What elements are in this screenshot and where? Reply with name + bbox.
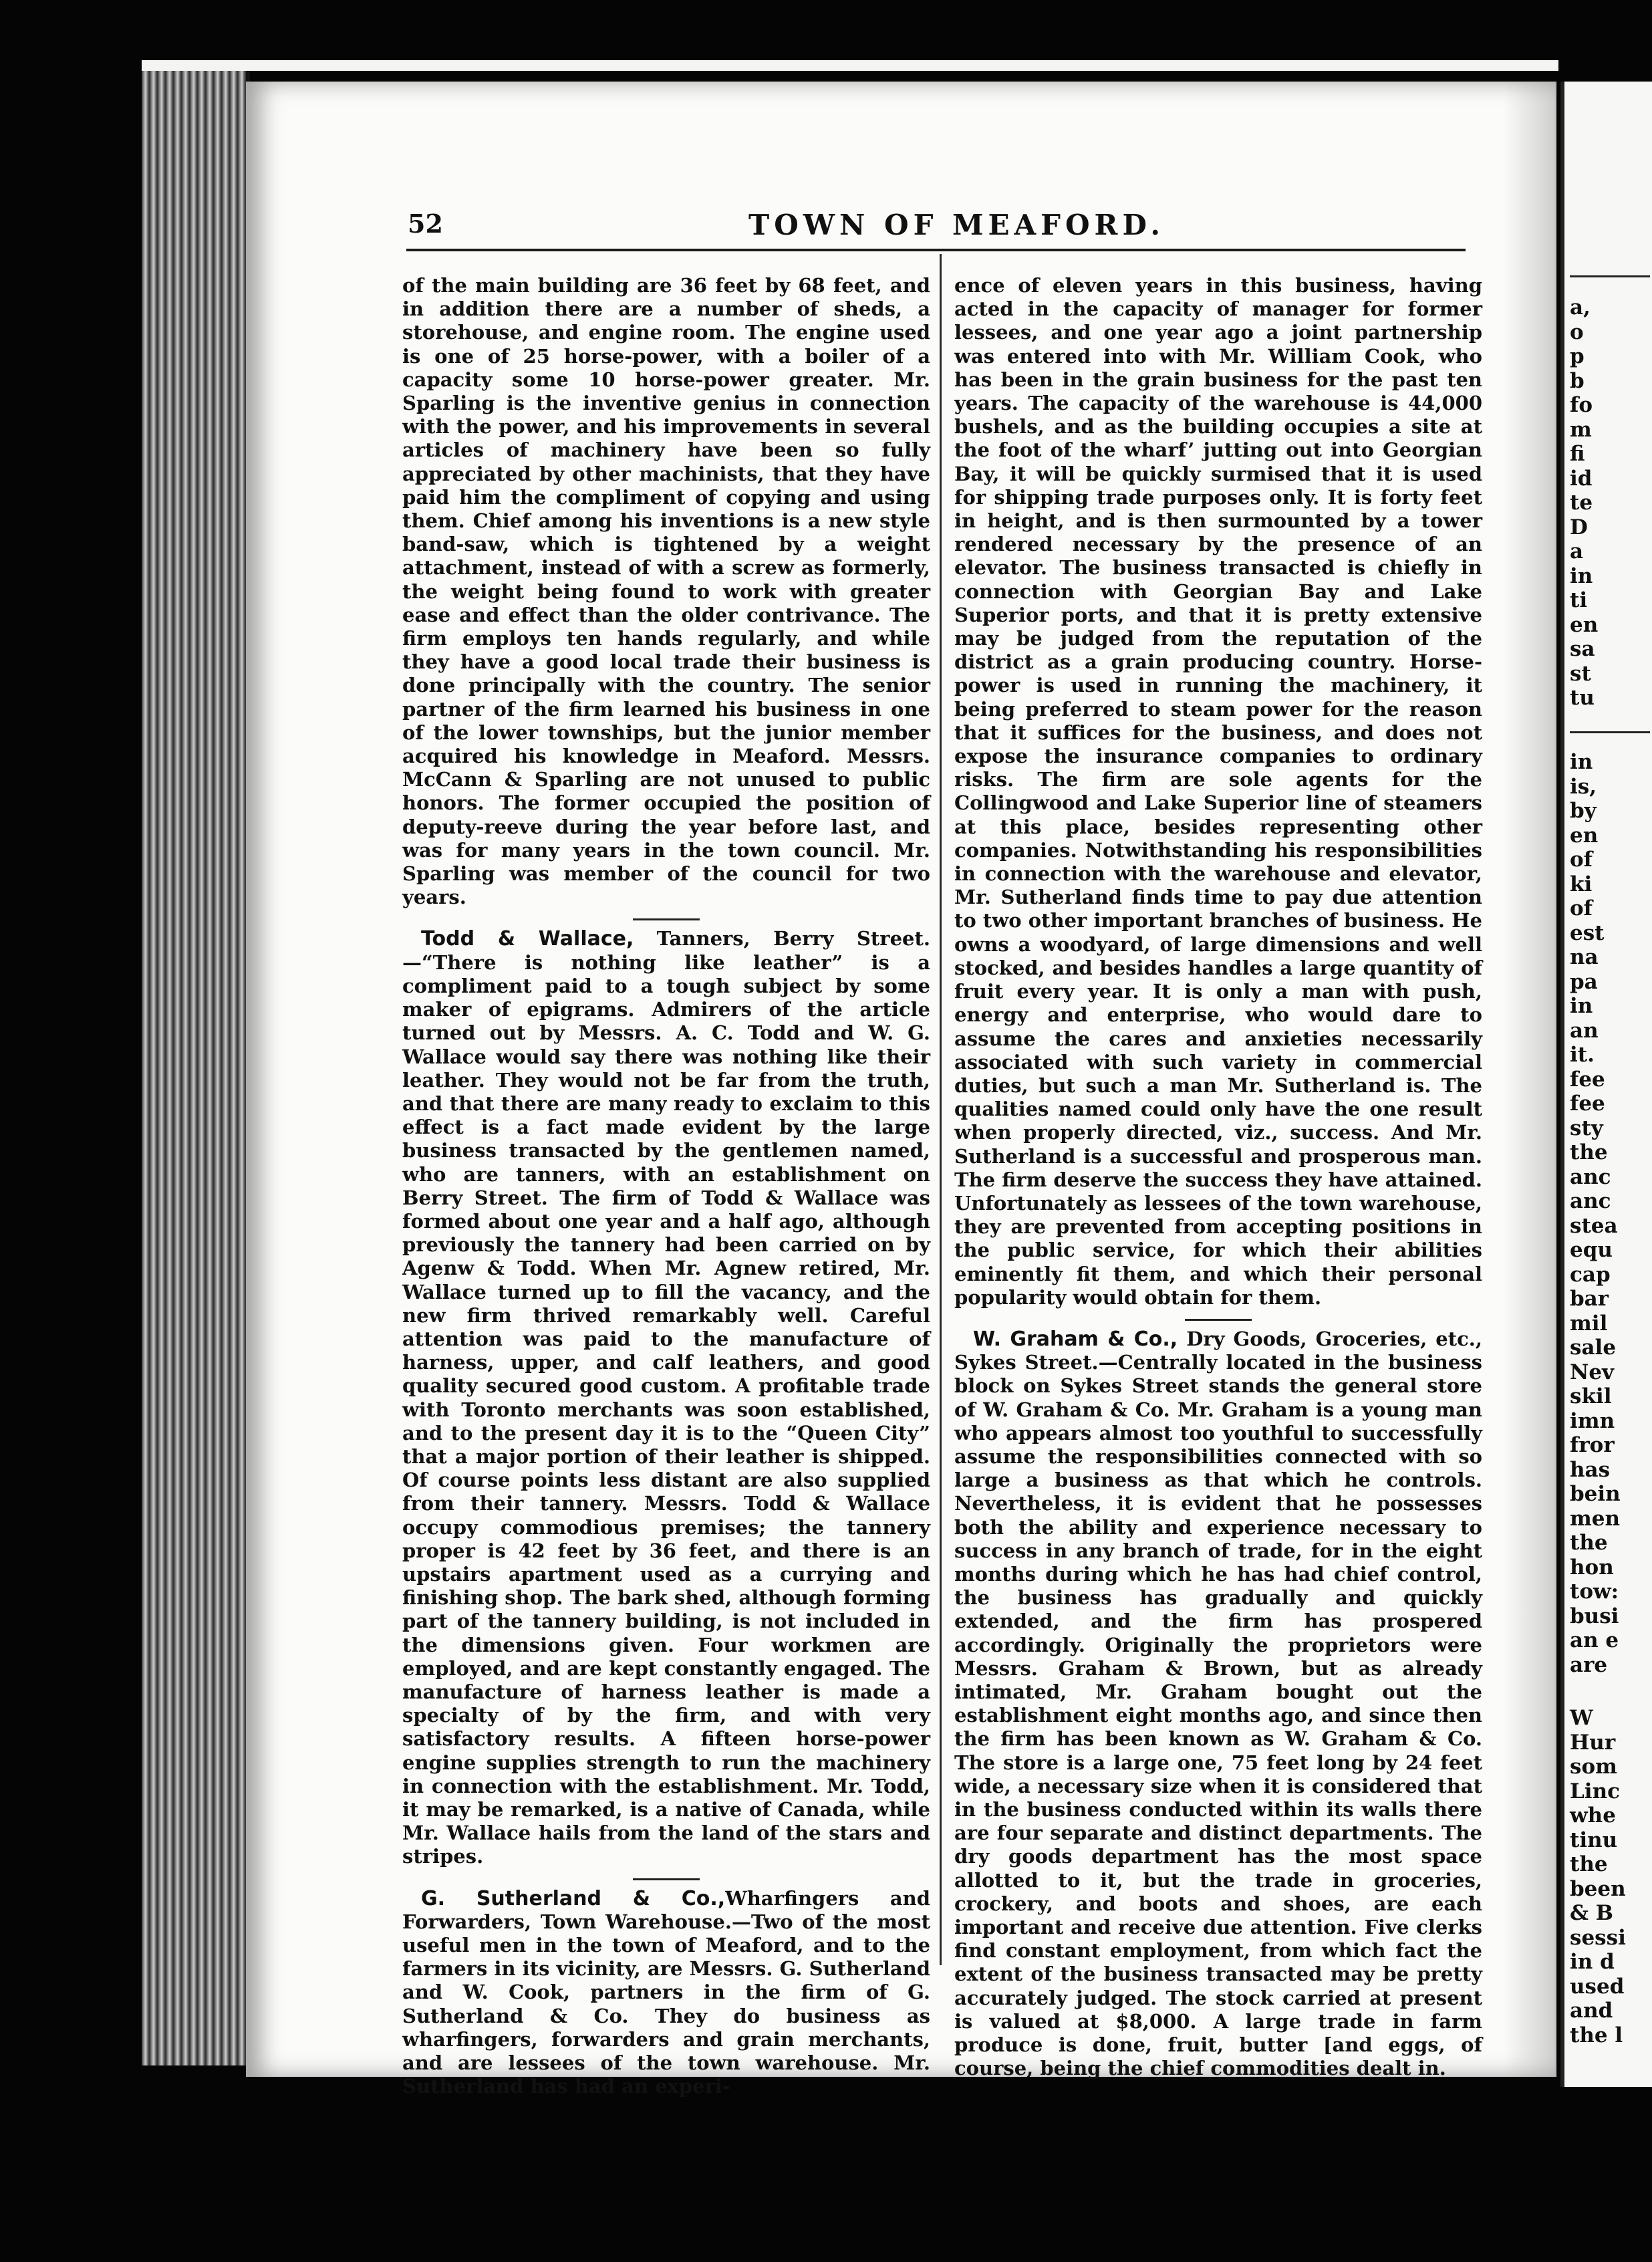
book-top-edge xyxy=(142,60,1558,71)
firm-name-graham: W. Graham & Co., xyxy=(973,1327,1178,1351)
next-page-rule xyxy=(1570,731,1650,733)
left-column xyxy=(402,274,930,2098)
book-page-edges xyxy=(142,60,250,2065)
graham-entry xyxy=(954,1328,1482,2081)
header-rule xyxy=(406,249,1466,251)
next-page-fragment xyxy=(1560,82,1652,2087)
todd-wallace-entry xyxy=(402,927,930,1868)
next-page-rule xyxy=(1570,275,1650,277)
firm-name-todd-wallace: Todd & Wallace, xyxy=(421,927,634,951)
todd-wallace-text: Tanners, Berry Street.—“There is nothing like leather” is a compliment paid to a tough subject by some maker of epigrams. Admirers of the article turned out by Messrs. A. C. Todd and W. G. Wallace would say there was nothing like their leather. They would not be far from the truth, and that there are many ready to exclaim to this effect is a fact made evident by the large business transacted by the gentlemen named, who are tanners, with an establishment on Berry Street. The firm of Todd & Wallace was formed about one year and a half ago, although previously the tannery had been carried on by Agenw & Todd. When Mr. Agnew retired, Mr. Wallace turned up to fill the vacancy, and the new firm thrived remarkably well. Careful attention was paid to the manufacture of harness, upper, and calf leathers, and good quality secured good custom. A profitable trade with Toronto merchants was soon established, and to the present day it is to the “Queen City” that a major portion of their leather is shipped. Of course points less distant are also supplied from their tannery. Messrs. Todd & Wallace occupy commodious premises; the tannery proper is 42 feet by 36 feet, and there is an upstairs apartment used as a currying and finishing shop. The bark shed, although forming part of the tannery building, is not included in the dimensions given. Four workmen are employed, and are kept constantly engaged. The manufacture of harness leather is made a specialty of by the firm, and with very satisfactory results. A fifteen horse-power engine supplies strength to run the machinery in connection with the establishment. Mr. Todd, it may be remarked, is a native of Canada, while Mr. Wallace hails from the land of the stars and stripes. xyxy=(402,927,930,1868)
next-page-edge xyxy=(1560,82,1564,2087)
sutherland-continuation: ence of eleven years in this business, having acted in the capacity of manager for former lessees, and one year ago a joint partnership was entered into with Mr. William Cook, who has been in the grain business for the past ten years. The capacity of the warehouse is 44,000 bushels, and as the building occupies a site at the foot of the wharf’ jutting out into Georgian Bay, it will be quickly surmised that it is used for shipping trade purposes only. It is forty feet in height, and is then surmounted by a tower rendered necessary by the presence of an elevator. The business transacted is chiefly in connection with Georgian Bay and Lake Superior ports, and that it is pretty extensive may be judged from the reputation of the district as a grain producing country. Horse-power is used in running the machinery, it being preferred to steam power for the reason that it suffices for the business, and does not expose the insurance companies to ordinary risks. The firm are sole agents for the Collingwood and Lake Superior line of steamers at this place, besides representing other companies. Notwithstanding his responsibilities in connection with the warehouse and elevator, Mr. Sutherland finds time to pay due attention to two other important branches of business. He owns a woodyard, of large dimensions and well stocked, and besides handles a large quantity of fruit every year. It is only a man with push, energy and enterprise, who would dare to assume the cares and anxieties necessarily associated with such variety in commercial duties, but such a man Mr. Sutherland is. The qualities named could only have the one result when properly directed, viz., success. And Mr. Sutherland is a successful and prosperous man. The firm deserve the success they have attained. Unfortunately as lessees of the town warehouse, they are prevented from accepting positions in the public service, for which their abilities eminently fit them, and which their personal popularity would obtain for them. xyxy=(954,274,1482,1309)
page-header xyxy=(401,209,1470,249)
page-gutter-shadow xyxy=(1504,82,1557,2077)
next-page-text-middle: in is, by en of ki of est na pa in an it. fee fee sty the anc anc stea equ cap bar mil sale Nev skil imn fror has bein men the hon tow: busi an e are xyxy=(1570,750,1621,1677)
next-page-text-top: a, o p b fo m fi id te D a in ti en sa st tu xyxy=(1570,295,1599,710)
section-separator xyxy=(1185,1319,1252,1321)
page-number: 52 xyxy=(408,209,443,239)
section-separator xyxy=(633,918,700,920)
right-column xyxy=(954,274,1482,2080)
firm-name-sutherland: G. Sutherland & Co., xyxy=(421,1886,726,1910)
section-separator xyxy=(633,1878,700,1880)
next-page-text-bottom: W Hur som Linc whe tinu the been & B sessi in d used and the l xyxy=(1570,1706,1626,2047)
sutherland-entry xyxy=(402,1887,930,2099)
running-title: TOWN OF MEAFORD. xyxy=(748,209,1165,241)
sutherland-text: Wharfingers and Forwarders, Town Warehouse.—Two of the most useful men in the town of Meaford, and to the farmers in its vicinity, are Messrs. G. Sutherland and W. Cook, partners in the firm of G. Sutherland & Co. They do business as wharfingers, forwarders and grain merchants, and are lessees of the town warehouse. Mr. Sutherland has had an experi- xyxy=(402,1886,930,2098)
graham-text: Dry Goods, Groceries, etc., Sykes Street.—Centrally located in the business block on Sykes Street stands the general store of W. Graham & Co. Mr. Graham is a young man who appears almost too youthful to successfully assume the responsibilities connected with so large a business as that which he controls. Nevertheless, it is evident that he possesses both the ability and experience necessary to success in any branch of trade, for in the eight months during which he has had chief control, the business has gradually and quickly extended, and the firm has prospered accordingly. Originally the proprietors were Messrs. Graham & Brown, but as already intimated, Mr. Graham bought out the establishment eight months ago, and since then the firm has been known as W. Graham & Co. The store is a large one, 75 feet long by 24 feet wide, a necessary size when it is considered that in the business conducted within its walls there are four separate and distinct departments. The dry goods department has the most space allotted to it, but the trade in groceries, crockery, and boots and shoes, are each important and receive due attention. Five clerks find constant employment, from which fact the extent of the business transacted may be pretty accurately judged. The stock carried at present is valued at $8,000. A large trade in farm produce is done, fruit, butter [and eggs, of course, being the chief commodities dealt in. xyxy=(954,1327,1482,2080)
mccann-sparling-continuation: of the main building are 36 feet by 68 feet, and in addition there are a number of sheds, a storehouse, and engine room. The engine used is one of 25 horse-power, with a boiler of a capacity some 10 horse-power greater. Mr. Sparling is the inventive genius in connection with the power, and his improvements in several articles of machinery have been so fully appreciated by other machinists, that they have paid him the compliment of copying and using them. Chief among his inventions is a new style band-saw, which is tightened by a weight attachment, instead of with a screw as formerly, the weight being found to work with greater ease and effect than the older contrivance. The firm employs ten hands regularly, and while they have a good local trade their business is done principally with the country. The senior partner of the firm learned his business in one of the lower townships, but the junior member acquired his knowledge in Meaford. Messrs. McCann & Sparling are not unused to public honors. The former occupied the position of deputy-reeve during the year before last, and was for many years in the town council. Mr. Sparling was member of the council for two years. xyxy=(402,274,930,909)
column-divider xyxy=(940,254,942,1965)
